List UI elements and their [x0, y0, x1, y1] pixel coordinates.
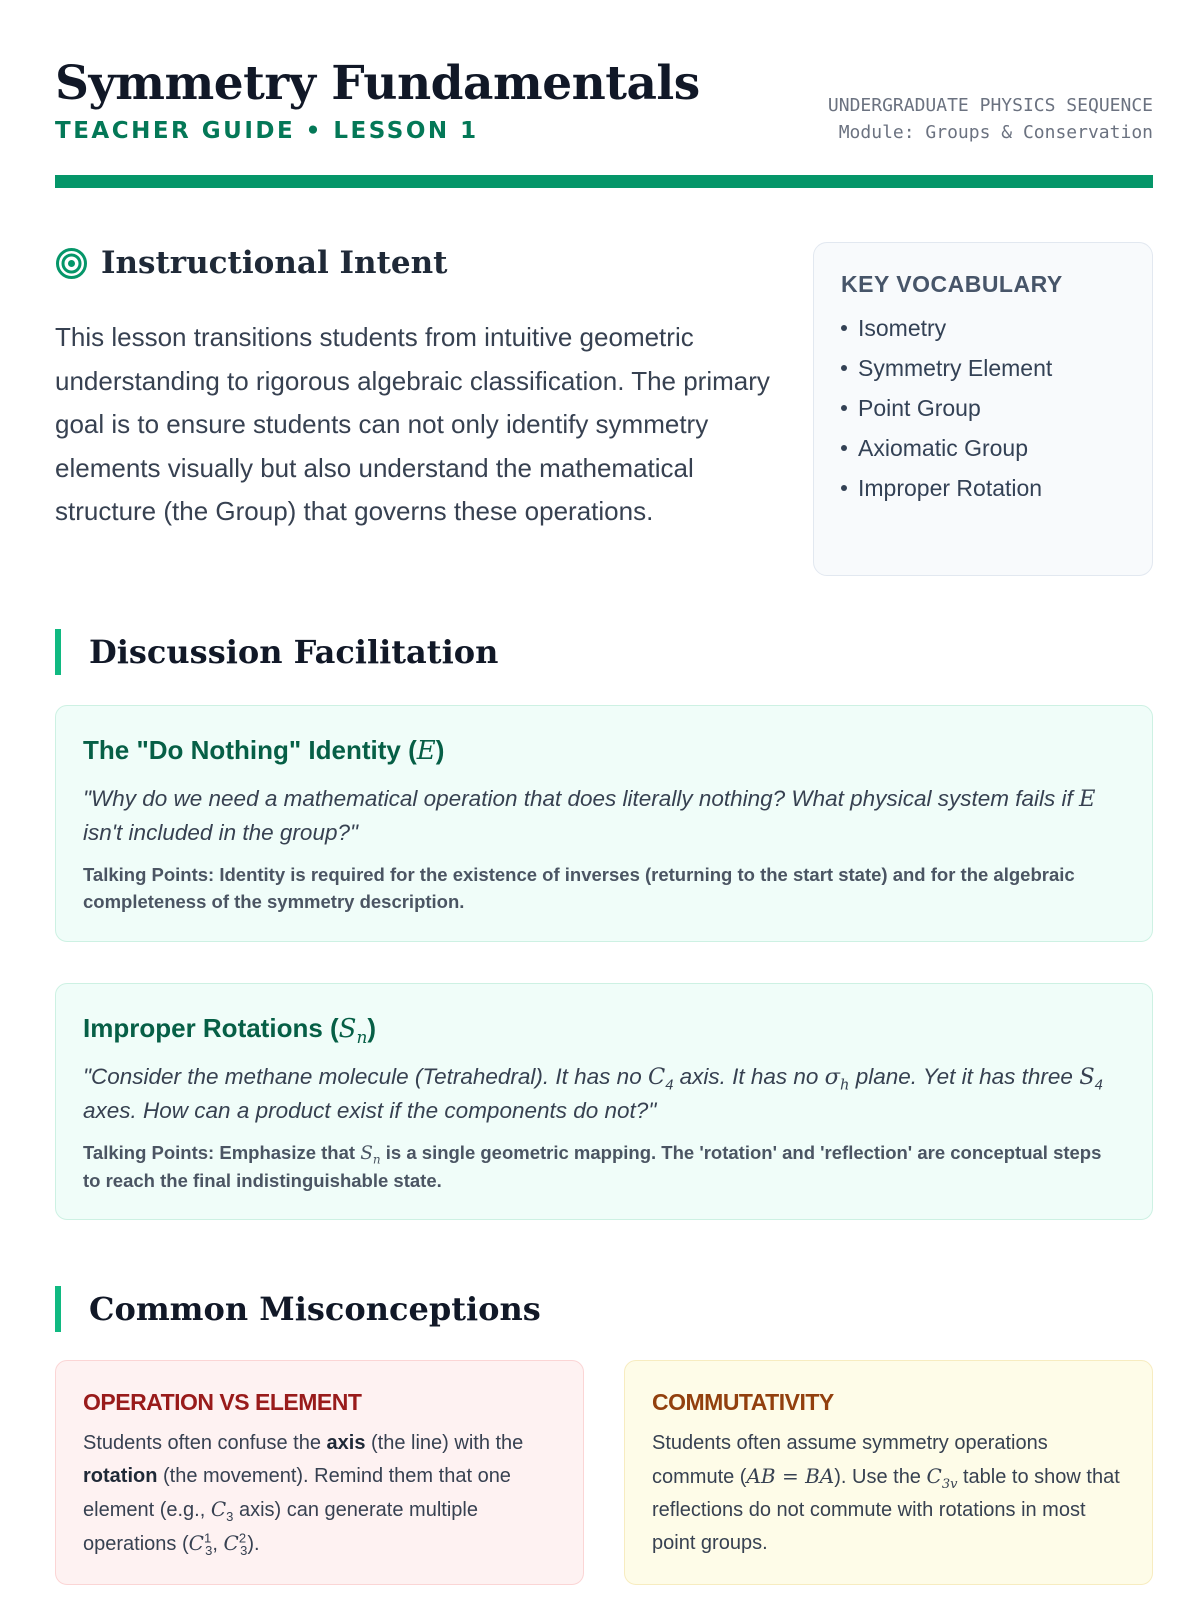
misconception-text: Students often assume symmetry operations commute (AB = BA). Use the $C_{3v}$ table to show that reflections do not commute with rotations in most point groups. [652, 1432, 1120, 1554]
discussion-heading [55, 629, 498, 675]
intent-text: This lesson transitions students from intuitive geometric understanding to rigorous algebraic classification. The primary goal is to ensure students can not only identify symmetry elements visually but also understand the mathematical structure (the Group) that governs these operations. [55, 322, 770, 526]
talking-points: Talking Points: Identity is required for the existence of inverses (returning to the start state) and for the algebraic completeness of the symmetry description. [83, 864, 1075, 912]
vocabulary-list [841, 308, 1125, 508]
misconceptions-heading [55, 1286, 541, 1332]
course-meta [828, 92, 1153, 146]
bullet-icon [841, 325, 847, 331]
misconception-card-operation-vs-element [55, 1360, 584, 1585]
vocabulary-item: Isometry [841, 308, 1125, 348]
vocabulary-title: KEY VOCABULARY [841, 271, 1063, 297]
key-vocabulary-box [813, 242, 1153, 576]
header [55, 56, 1153, 188]
discussion-card-improper-rotations [55, 983, 1153, 1220]
lesson-page [55, 0, 1153, 1600]
discussion-card-identity [55, 705, 1153, 942]
page-title: Symmetry Fundamentals [55, 56, 700, 111]
vocabulary-item: Symmetry Element [841, 348, 1125, 388]
card-quote: "Consider the methane molecule (Tetrahedral). It has no $C_4$ axis. It has no $\sigma_h$ plane. Yet it has three $S_4$ axes. How can a product exist if the components do not?" [83, 1064, 1103, 1123]
bullet-icon [841, 485, 847, 491]
misconception-title: OPERATION VS ELEMENT [83, 1389, 362, 1415]
vocabulary-item: Point Group [841, 388, 1125, 428]
section-accent-bar [55, 1286, 61, 1332]
course-module: Module: Groups & Conservation [838, 122, 1153, 143]
misconception-title: COMMUTATIVITY [652, 1389, 834, 1415]
card-title: Improper Rotations $(S_n)$ [83, 1013, 377, 1048]
card-quote: "Why do we need a mathematical operation that does literally nothing? What physical system fails if E isn't included in the group?" [83, 786, 1096, 845]
vocabulary-item: Improper Rotation [841, 468, 1125, 508]
talking-points: Talking Points: Emphasize that $S_n$ is a single geometric mapping. The 'rotation' and 'reflection' are conceptual steps to reach the final indistinguishable state. [83, 1142, 1102, 1191]
misconceptions-title: Common Misconceptions [89, 1290, 541, 1328]
discussion-title: Discussion Facilitation [89, 633, 499, 671]
card-title: The "Do Nothing" Identity (E) [83, 735, 445, 766]
misconception-card-commutativity [624, 1360, 1153, 1585]
bullet-icon [841, 365, 847, 371]
bullet-icon [841, 405, 847, 411]
target-icon [55, 247, 88, 280]
course-sequence: UNDERGRADUATE PHYSICS SEQUENCE [827, 95, 1153, 116]
vocabulary-item: Axiomatic Group [841, 428, 1125, 468]
intent-heading [55, 245, 447, 281]
intent-title: Instructional Intent [101, 245, 448, 281]
misconception-text: Students often confuse the axis (the line) with the rotation (the movement). Remind them that one element (e.g., $C_3$ axis) can generate multiple operations ($C^1_3$, $C^2_3$). [83, 1432, 524, 1558]
page-subtitle: TEACHER GUIDE • LESSON 1 [55, 118, 479, 144]
bullet-icon [841, 445, 847, 451]
header-divider [55, 175, 1153, 188]
section-accent-bar [55, 629, 61, 675]
